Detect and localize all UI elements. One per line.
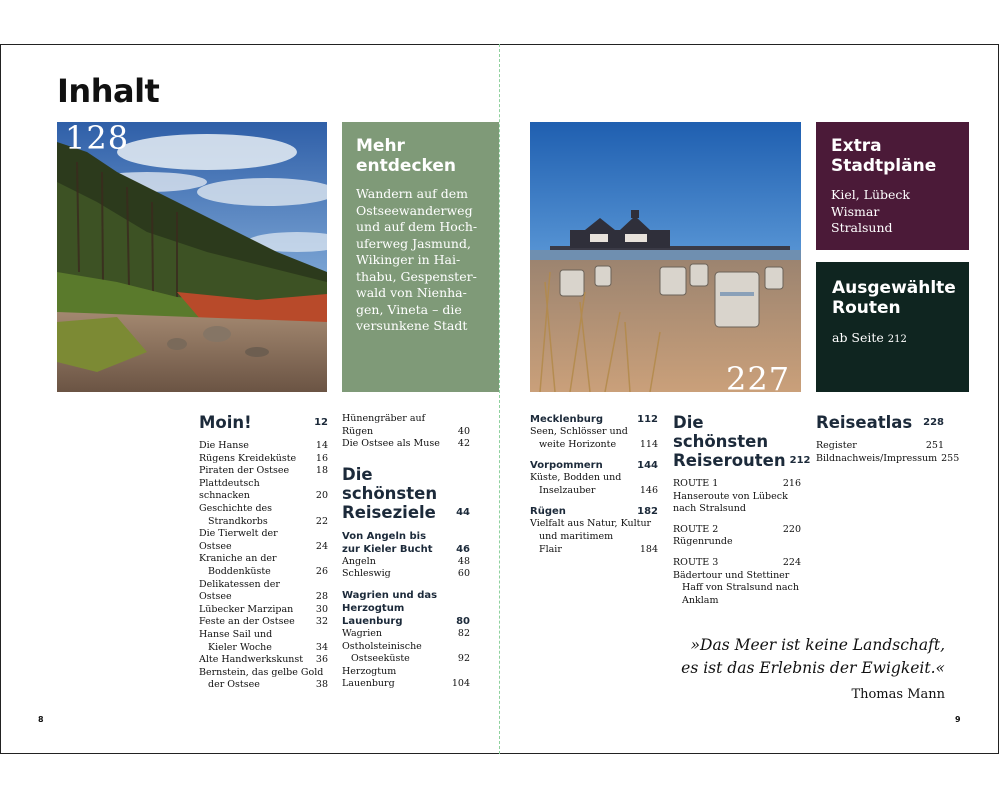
toc-entry[interactable]: Register 251 <box>816 440 944 451</box>
box-text: Stralsund <box>831 220 893 235</box>
box-text: und auf dem Hoch- <box>356 219 478 234</box>
quote <box>640 634 945 680</box>
toc-entry[interactable]: Inselzauber 146 <box>539 484 658 496</box>
quote-line: es ist das Erlebnis der Ewigkeit.« <box>681 659 945 677</box>
quote-author: Thomas Mann <box>851 687 945 702</box>
toc-entry[interactable]: ROUTE 3 224 <box>673 556 801 568</box>
box-title: Ausgewählte <box>832 278 956 298</box>
box-text: wald von Nienha- <box>356 285 467 300</box>
toc-column-moin <box>199 413 328 692</box>
toc-entry-text: Vielfalt aus Natur, Kultur <box>530 518 652 530</box>
toc-entry[interactable]: Bildnachweis/Impressum 255 <box>816 452 960 464</box>
toc-entry[interactable]: Ostholsteinische <box>342 640 422 652</box>
toc-heading[interactable]: Reiseziele 44 <box>342 502 470 522</box>
toc-subheading[interactable]: Von Angeln bis <box>342 530 427 542</box>
toc-entry[interactable]: und maritimem Flair 184 <box>539 530 658 555</box>
page-title: Inhalt <box>57 72 160 110</box>
box-title: Mehr <box>356 136 405 156</box>
toc-column-regionen <box>530 413 658 556</box>
toc-subheading[interactable]: Herzogtum Lauenburg 80 <box>342 602 470 627</box>
toc-column-reiseziele <box>342 413 470 691</box>
box-text: Kiel, Lübeck <box>831 187 911 202</box>
pier-beach-photo <box>530 122 801 392</box>
toc-entry-text: Seen, Schlösser und <box>530 426 628 437</box>
toc-subheading[interactable]: Mecklenburg 112 <box>530 414 658 425</box>
toc-heading[interactable]: Die schönsten <box>673 413 769 451</box>
extra-stadtplaene-box <box>816 122 969 250</box>
toc-entry-text: Rügenrunde <box>673 536 733 548</box>
toc-entry[interactable]: Bernstein, das gelbe Gold <box>199 666 324 678</box>
toc-subheading[interactable]: Rügen 182 <box>530 506 658 518</box>
box-text: Wismar <box>831 203 880 219</box>
toc-entry[interactable]: Angeln 48 <box>342 555 470 567</box>
page-number-right: 9 <box>955 715 961 724</box>
box-title: Routen <box>832 298 901 318</box>
toc-entry-text: nach Stralsund <box>673 503 747 515</box>
box-text: versunkene Stadt <box>356 318 468 333</box>
toc-subheading[interactable]: Vorpommern 144 <box>530 460 658 472</box>
toc-entry[interactable]: weite Horizonte 114 <box>539 438 658 450</box>
photo-page-number: 227 <box>726 360 791 392</box>
toc-subheading[interactable]: Wagrien und das <box>342 589 438 601</box>
toc-entry-text: Hanseroute von Lübeck <box>673 490 788 502</box>
toc-entry[interactable]: Delikatessen der Ostsee 28 <box>199 578 328 603</box>
toc-entry[interactable]: Piraten der Ostsee 18 <box>199 465 328 477</box>
box-text: gen, Vineta – die <box>356 301 462 317</box>
toc-entry[interactable]: Hanse Sail und <box>199 628 273 640</box>
toc-heading[interactable]: Reiseatlas 228 <box>816 413 944 432</box>
toc-column-reiserouten <box>673 413 811 607</box>
toc-entry[interactable]: Kieler Woche 34 <box>208 641 328 653</box>
box-text: thabu, Gespenster- <box>356 268 477 284</box>
toc-entry[interactable]: Lübecker Marzipan 30 <box>199 603 328 615</box>
toc-entry-text: Haff von Stralsund nach <box>682 582 799 594</box>
coastal-forest-photo <box>57 122 327 392</box>
quote-line: »Das Meer ist keine Landschaft, <box>690 636 945 654</box>
toc-heading[interactable]: Moin! 12 <box>199 413 328 432</box>
toc-entry[interactable]: Hünengräber auf Rügen 40 <box>342 413 470 437</box>
toc-entry[interactable]: Plattdeutsch schnacken 20 <box>199 477 328 502</box>
toc-entry[interactable]: Strandkorbs 22 <box>208 515 328 527</box>
toc-entry[interactable]: Herzogtum Lauenburg 104 <box>342 665 470 690</box>
toc-heading[interactable]: Reiserouten 212 <box>673 451 811 470</box>
box-text: Wikinger in Hai- <box>356 252 461 267</box>
toc-entry[interactable]: ROUTE 2 220 <box>673 523 801 535</box>
box-title: Stadtpläne <box>831 156 937 176</box>
toc-entry[interactable]: Feste an der Ostsee 32 <box>199 616 328 628</box>
toc-entry[interactable]: Ostseeküste 92 <box>351 653 470 665</box>
toc-entry[interactable]: Geschichte des <box>199 502 273 514</box>
photo-page-number: 128 <box>65 122 130 157</box>
page-number-left: 8 <box>38 715 44 724</box>
toc-entry[interactable]: Schleswig 60 <box>342 568 470 580</box>
toc-entry[interactable]: Rügens Kreideküste 16 <box>199 452 328 464</box>
box-title: Extra <box>831 136 882 156</box>
ausgewaehlte-routen-box <box>816 262 969 392</box>
toc-entry[interactable]: Alte Handwerkskunst 36 <box>199 654 328 666</box>
toc-entry[interactable]: ROUTE 1 216 <box>673 478 801 489</box>
page-fold-line <box>499 44 500 754</box>
box-text: ab Seite 212 <box>832 330 907 345</box>
box-title: entdecken <box>356 156 457 176</box>
toc-heading[interactable]: Die schönsten <box>342 464 438 503</box>
toc-entry-text: Anklam <box>682 594 719 606</box>
box-text: Wandern auf dem <box>356 186 469 201</box>
mehr-entdecken-box <box>342 122 499 392</box>
toc-entry[interactable]: Die Ostsee als Muse 42 <box>342 438 470 450</box>
toc-subheading[interactable]: zur Kieler Bucht 46 <box>342 543 470 555</box>
toc-entry[interactable]: Kraniche an der <box>199 553 277 565</box>
toc-entry[interactable]: Wagrien 82 <box>342 627 470 639</box>
toc-entry[interactable]: Die Hanse 14 <box>199 440 328 451</box>
box-text: Ostseewanderweg <box>356 202 473 218</box>
box-text: uferweg Jasmund, <box>356 235 471 251</box>
toc-entry-text: Küste, Bodden und <box>530 472 622 484</box>
toc-entry[interactable]: Die Tierwelt der Ostsee 24 <box>199 528 328 552</box>
toc-entry[interactable]: der Ostsee 38 <box>208 679 328 691</box>
toc-entry[interactable]: Boddenküste 26 <box>208 565 328 577</box>
toc-entry-text: Bädertour und Stettiner <box>673 569 790 581</box>
toc-column-reiseatlas <box>816 413 960 465</box>
